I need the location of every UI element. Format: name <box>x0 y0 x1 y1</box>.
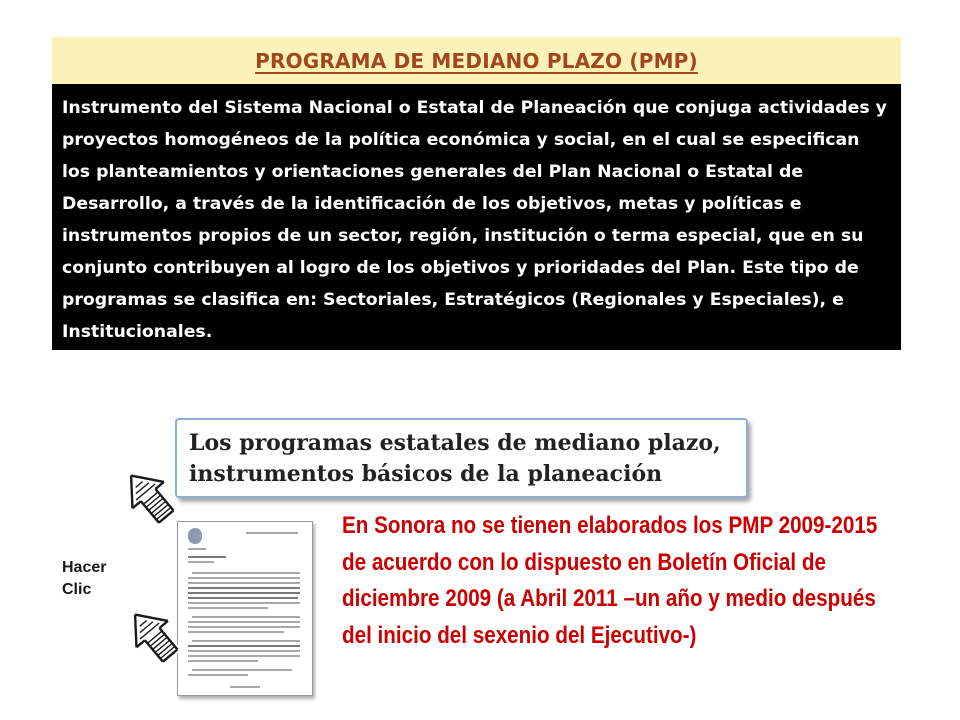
title-banner <box>52 37 901 84</box>
definition-text: Instrumento del Sistema Nacional o Estatal de Planeación que conjuga actividades y proyectos homogéneos de la política económica y social, en el cual se especifican los planteamientos y orientaciones generales del Plan Nacional o Estatal de Desarrollo, a través de la identificación de los objetivos, metas y políticas e instrumentos propios de un sector, región, institución o terma especial, que en su conjunto contribuyen al logro de los objetivos y prioridades del Plan. Este tipo de programas se clasifica en: Sectoriales, Estratégicos (Regionales y Especiales), e Institucionales. <box>62 98 887 342</box>
link-line-1: Los programas estatales de mediano plazo, <box>189 430 721 456</box>
page-title: PROGRAMA DE MEDIANO PLAZO (PMP) <box>255 48 698 73</box>
click-instruction <box>62 557 106 601</box>
definition-box <box>52 84 901 350</box>
sonora-note: En Sonora no se tienen elaborados los PMP 2009-2015 de acuerdo con lo dispuesto en Boletín Oficial de diciembre 2009 (a Abril 2011 –un año y medio después del inicio del sexenio del Ejecutivo-) <box>342 512 878 649</box>
link-line-2: instrumentos básicos de la planeación <box>189 461 663 487</box>
instruction-line-1: Hacer <box>62 559 107 576</box>
programs-link-box[interactable] <box>175 418 748 498</box>
instruction-line-2: Clic <box>62 581 92 598</box>
hand-cursor-icon[interactable] <box>116 598 204 678</box>
seal-icon <box>188 528 202 544</box>
